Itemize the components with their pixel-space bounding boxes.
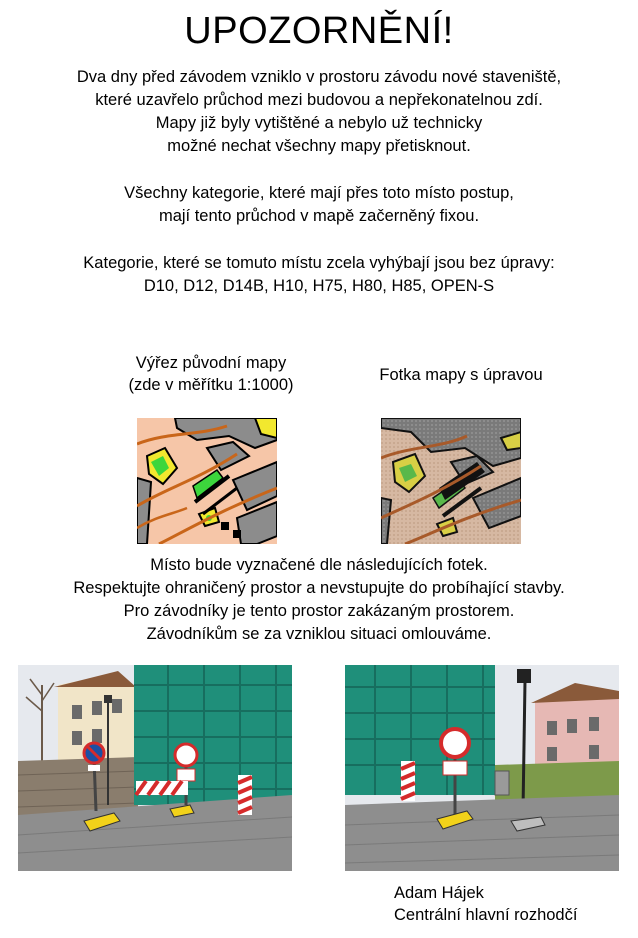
- notice-line: Závodníkům se za vzniklou situaci omlouváme.: [146, 625, 492, 643]
- intro-line: které uzavřelo průchod mezi budovou a nepřekonatelnou zdí.: [95, 91, 543, 109]
- unaffected-categories-paragraph: [0, 252, 638, 298]
- signature-block: [394, 882, 577, 926]
- signature-name: Adam Hájek: [394, 884, 484, 902]
- affected-categories-paragraph: [0, 182, 638, 228]
- affected-line: Všechny kategorie, které mají přes toto místo postup,: [124, 184, 514, 202]
- notice-line: Respektujte ohraničený prostor a nevstupujte do probíhající stavby.: [73, 579, 565, 597]
- construction-site-photo-left: [18, 665, 292, 871]
- intro-line: Mapy již byly vytištěné a nebylo už technicky: [155, 114, 483, 132]
- original-map-excerpt: [137, 418, 277, 544]
- intro-line: možné nechat všechny mapy přetisknout.: [167, 137, 471, 155]
- caption-line: (zde v měřítku 1:1000): [128, 376, 294, 394]
- affected-line: mají tento průchod v mapě začerněný fixou.: [158, 207, 480, 225]
- notice-line: Místo bude vyznačené dle následujících fotek.: [150, 556, 488, 574]
- unaffected-line: Kategorie, které se tomuto místu zcela vyhýbají jsou bez úpravy:: [83, 254, 555, 272]
- notice-paragraph: [0, 554, 638, 646]
- page-title: UPOZORNĚNÍ!: [184, 10, 454, 52]
- edited-map-photo: [381, 418, 521, 544]
- caption-line: Fotka mapy s úpravou: [379, 366, 543, 384]
- original-map-caption: [96, 352, 326, 396]
- construction-site-photo-right: [345, 665, 619, 871]
- caption-line: Výřez původní mapy: [135, 354, 287, 372]
- signature-role: Centrální hlavní rozhodčí: [394, 906, 578, 924]
- intro-line: Dva dny před závodem vzniklo v prostoru závodu nové staveniště,: [76, 68, 562, 86]
- notice-line: Pro závodníky je tento prostor zakázaným prostorem.: [123, 602, 515, 620]
- unaffected-category-list: D10, D12, D14B, H10, H75, H80, H85, OPEN-S: [143, 277, 495, 295]
- intro-paragraph: [0, 66, 638, 158]
- edited-map-photo-caption: [346, 364, 576, 386]
